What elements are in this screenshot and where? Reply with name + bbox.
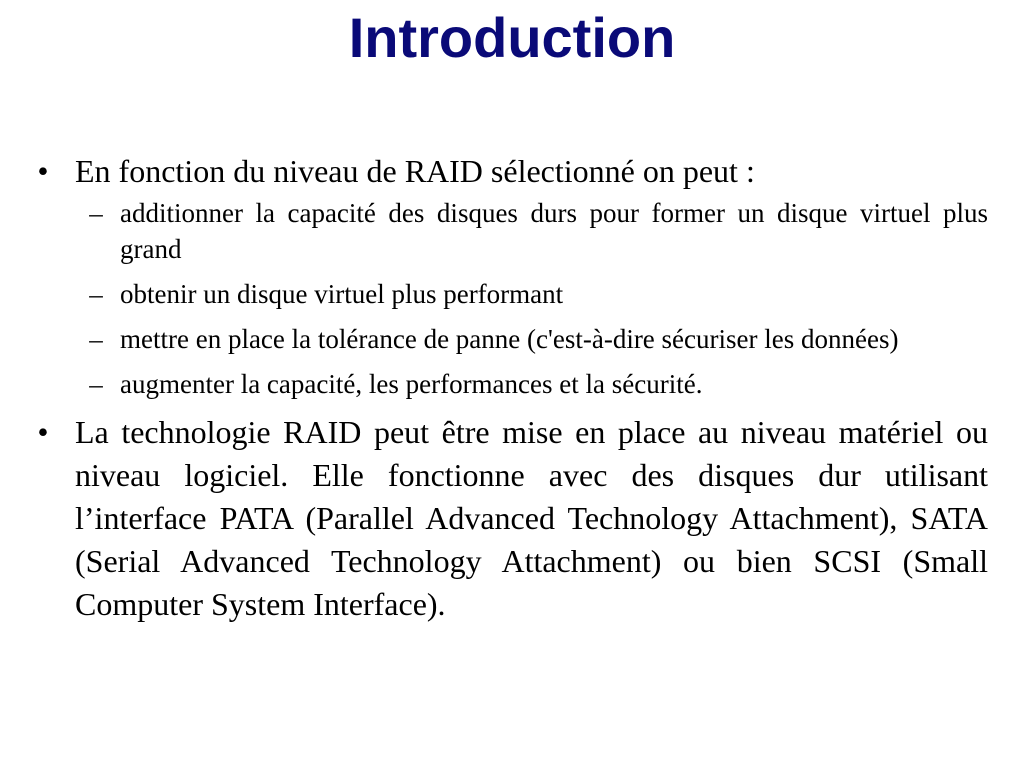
bullet-text: En fonction du niveau de RAID sélectionné on peut : (75, 153, 755, 189)
dash-marker: – (89, 279, 103, 309)
sub-bullet-list (75, 195, 988, 402)
bullet-item (37, 411, 988, 626)
slide-content (0, 150, 1024, 626)
dash-marker: – (89, 324, 103, 354)
sub-bullet-text: mettre en place la tolérance de panne (c'est-à-dire sécuriser les données) (120, 324, 899, 354)
bullet-text: La technologie RAID peut être mise en place au niveau matériel ou niveau logiciel. Elle fonctionne avec des disques dur utilisant l’interface PATA (Parallel Advanced Technology Attachment), SATA (Serial Advanced Technology Attachment) ou bien SCSI (Small Computer System Interface). (75, 414, 988, 622)
bullet-item (37, 150, 988, 402)
sub-bullet-item (89, 195, 988, 267)
sub-bullet-text: additionner la capacité des disques durs pour former un disque virtuel plus grand (120, 198, 988, 264)
sub-bullet-item (89, 321, 988, 357)
dash-marker: – (89, 198, 103, 228)
sub-bullet-text: obtenir un disque virtuel plus performant (120, 279, 564, 309)
sub-bullet-item (89, 366, 988, 402)
sub-bullet-item (89, 276, 988, 312)
sub-bullet-text: augmenter la capacité, les performances et la sécurité. (120, 369, 703, 399)
bullet-marker: • (37, 153, 49, 189)
slide-title: Introduction (348, 6, 676, 69)
bullet-list (0, 150, 1024, 626)
bullet-marker: • (37, 414, 49, 450)
dash-marker: – (89, 369, 103, 399)
